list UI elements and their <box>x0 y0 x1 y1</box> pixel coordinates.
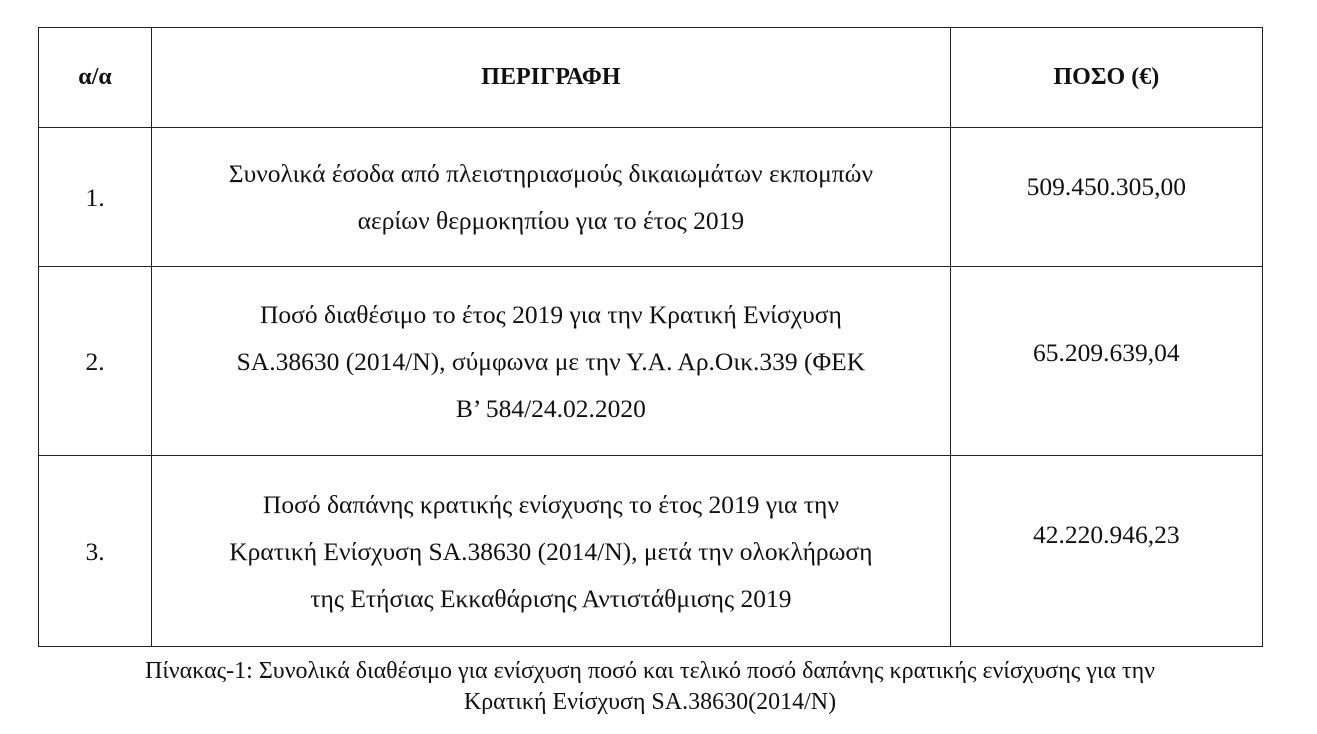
caption-line: Κρατική Ενίσχυση SA.38630(2014/N) <box>463 689 837 715</box>
description-line: Ποσό δαπάνης κρατικής ενίσχυσης το έτος 2019 για την <box>262 489 839 519</box>
table-caption <box>0 656 1300 718</box>
row-number: 3. <box>39 456 152 647</box>
row-description <box>152 128 951 267</box>
header-amount: ΠΟΣΟ (€) <box>950 28 1262 128</box>
row-description <box>152 267 951 456</box>
row-amount: 509.450.305,00 <box>950 128 1262 267</box>
row-number: 1. <box>39 128 152 267</box>
description-line: της Ετήσιας Εκκαθάρισης Αντιστάθμισης 2019 <box>310 583 792 613</box>
description-line: Κρατική Ενίσχυση SA.38630 (2014/N), μετά την ολοκλήρωση <box>229 536 873 566</box>
description-line: SA.38630 (2014/N), σύμφωνα με την Υ.Α. Αρ.Οικ.339 (ΦΕΚ <box>236 346 866 376</box>
description-line: Β’ 584/24.02.2020 <box>455 393 646 423</box>
description-line: Συνολικά έσοδα από πλειστηριασμούς δικαιωμάτων εκπομπών <box>228 159 873 188</box>
description-line: αερίων θερμοκηπίου για το έτος 2019 <box>357 206 745 235</box>
description-line: Ποσό διαθέσιμο το έτος 2019 για την Κρατική Ενίσχυση <box>260 299 842 329</box>
header-number: α/α <box>39 28 152 128</box>
caption-line: Πίνακας-1: Συνολικά διαθέσιμο για ενίσχυση ποσό και τελικό ποσό δαπάνης κρατικής ενίσχυσης για την <box>145 658 1155 684</box>
table-row <box>39 456 1263 647</box>
table-row <box>39 128 1263 267</box>
row-number: 2. <box>39 267 152 456</box>
header-description: ΠΕΡΙΓΡΑΦΗ <box>152 28 951 128</box>
row-amount: 42.220.946,23 <box>950 456 1262 647</box>
table-header-row <box>39 28 1263 128</box>
amounts-table <box>38 27 1263 647</box>
row-amount: 65.209.639,04 <box>950 267 1262 456</box>
row-description <box>152 456 951 647</box>
table-row <box>39 267 1263 456</box>
